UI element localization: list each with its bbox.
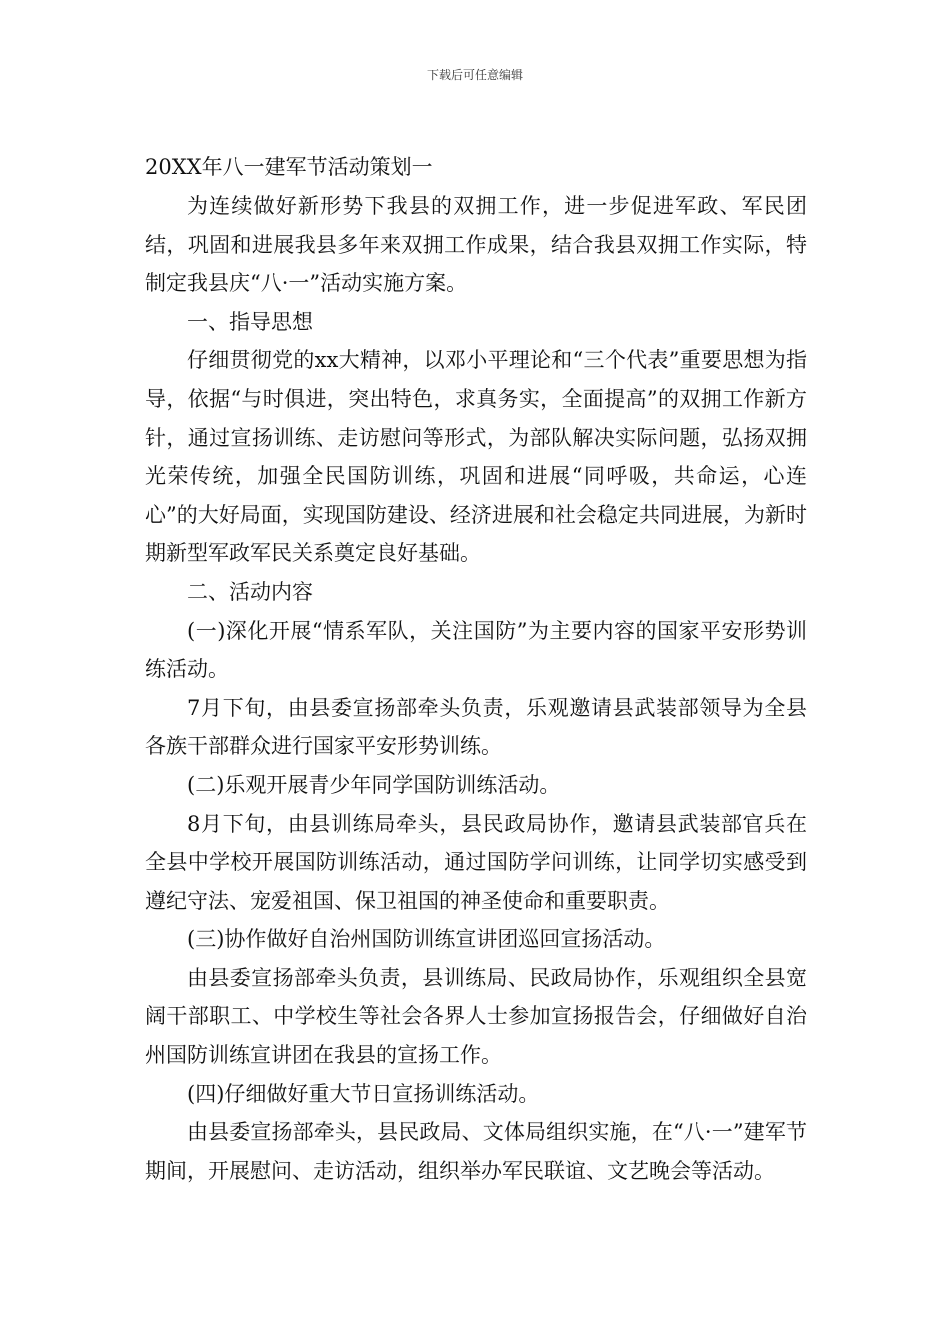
subheading-activity-3: (三)协作做好自治州国防训练宣讲团巡回宣扬活动。: [187, 927, 666, 952]
subheading-activity-4: (四)仔细做好重大节日宣扬训练活动。: [187, 1081, 540, 1106]
subheading-activity-2: (二)乐观开展青少年同学国防训练活动。: [187, 772, 561, 797]
paragraph-activity-1: 7月下旬，由县委宣扬部牵头负责，乐观邀请县武装部领导为全县各族干部群众进行国家平安形势训练。: [145, 695, 807, 759]
subheading-activity-1: (一)深化开展“情系军队，关注国防”为主要内容的国家平安形势训练活动。: [145, 618, 807, 682]
paragraph-activity-2: 8月下旬，由县训练局牵头，县民政局协作，邀请县武装部官兵在全县中学校开展国防训练活动，通过国防学问训练，让同学切实感受到遵纪守法、宠爱祖国、保卫祖国的神圣使命和重要职责。: [145, 811, 807, 913]
section-heading-activity-content: 二、活动内容: [187, 579, 313, 604]
paragraph-guiding-thought: 仔细贯彻党的xx大精神，以邓小平理论和“三个代表”重要思想为指导，依据“与时俱进，突出特色，求真务实，全面提高”的双拥工作新方针，通过宣扬训练、走访慰问等形式，为部队解决实际问题，弘扬双拥光荣传统，加强全民国防训练，巩固和进展“同呼吸，共命运，心连心”的大好局面，实现国防建设、经济进展和社会稳定共同进展，为新时期新型军政军民关系奠定良好基础。: [145, 348, 807, 566]
paragraph-activity-4: 由县委宣扬部牵头，县民政局、文体局组织实施，在“八·一”建军节期间，开展慰问、走访活动，组织举办军民联谊、文艺晚会等活动。: [145, 1120, 807, 1183]
paragraph-intro: 为连续做好新形势下我县的双拥工作，进一步促进军政、军民团结，巩固和进展我县多年来双拥工作成果，结合我县双拥工作实际，特制定我县庆“八·一”活动实施方案。: [145, 194, 807, 296]
section-heading-guiding-thought: 一、指导思想: [187, 309, 313, 334]
download-note: 下载后可任意编辑: [426, 68, 523, 82]
document-body: [145, 147, 807, 1190]
paragraph-activity-3: 由县委宣扬部牵头负责，县训练局、民政局协作，乐观组织全县宽阔干部职工、中学校生等社会各界人士参加宣扬报告会，仔细做好自治州国防训练宣讲团在我县的宣扬工作。: [145, 965, 807, 1068]
document-title: 20XX年八一建军节活动策划一: [145, 155, 433, 179]
